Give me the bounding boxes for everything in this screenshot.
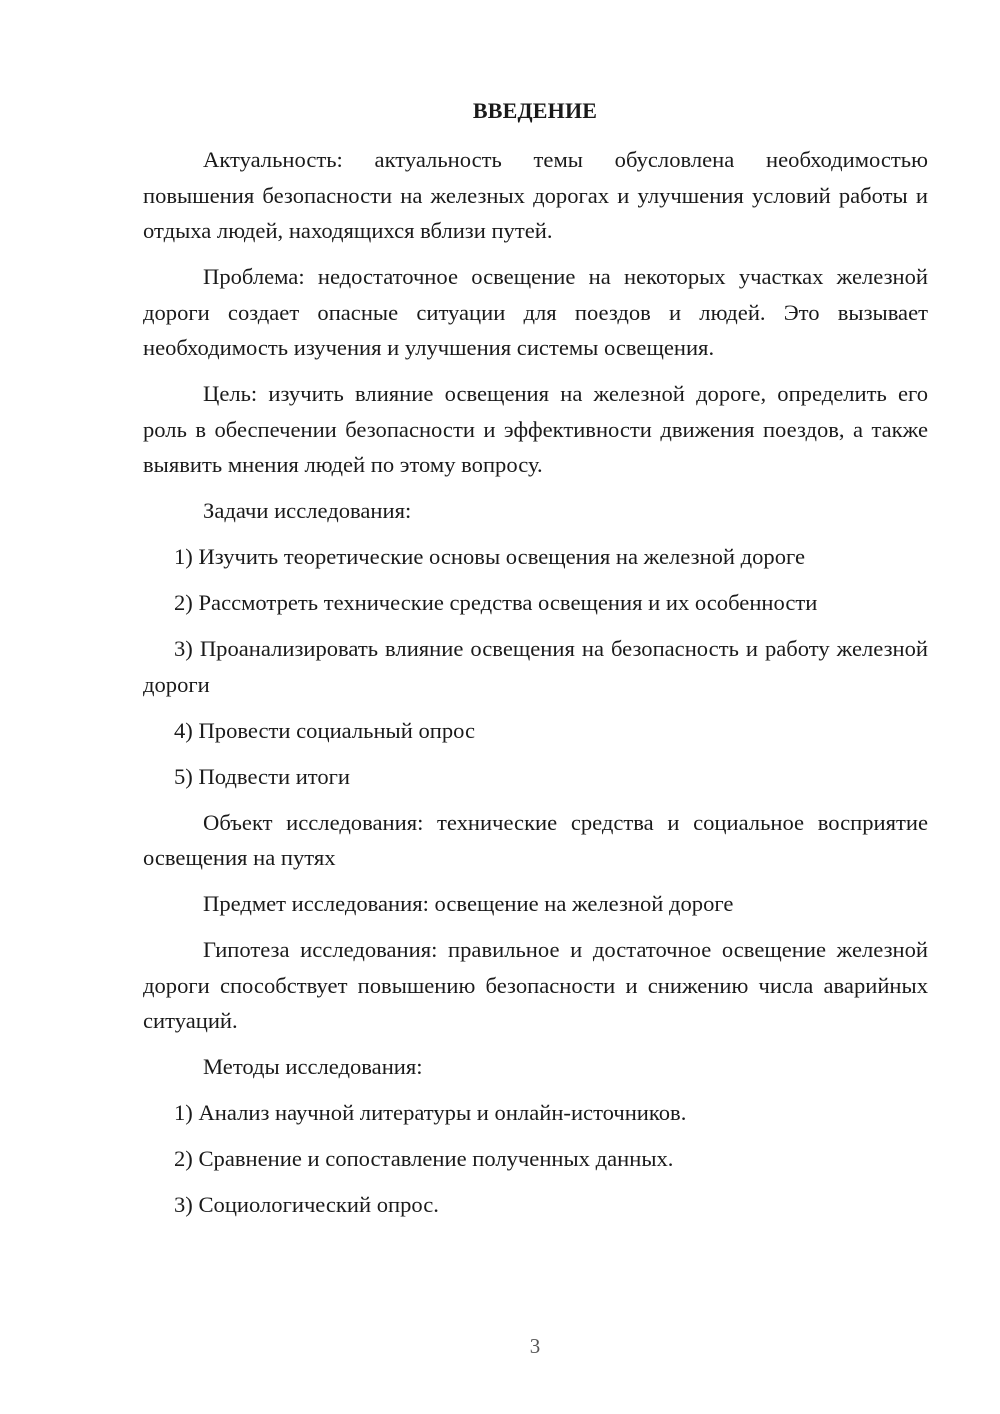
method-item: 3) Социологический опрос. bbox=[174, 1192, 439, 1217]
page-number: 3 bbox=[529, 1334, 541, 1358]
actuality-paragraph: Актуальность: актуальность темы обусловлена необходимостью повышения безопасности на железных дорогах и улучшения условий работы и отдыха людей, находящихся вблизи путей. bbox=[143, 147, 928, 243]
task-item: 5) Подвести итоги bbox=[174, 763, 351, 789]
task-item: 2) Рассмотреть технические средства освещения и их особенности bbox=[174, 590, 818, 615]
hypothesis-paragraph: Гипотеза исследования: правильное и достаточное освещение железной дороги способствует повышению безопасности и снижению числа аварийных ситуаций. bbox=[143, 937, 928, 1033]
task-item: 1) Изучить теоретические основы освещения на железной дороге bbox=[174, 544, 806, 569]
problem-paragraph: Проблема: недостаточное освещение на некоторых участках железной дороги создает опасные ситуации для поездов и людей. Это вызывает необходимость изучения и улучшения системы освещения. bbox=[143, 264, 928, 360]
method-item: 2) Сравнение и сопоставление полученных данных. bbox=[174, 1146, 674, 1171]
section-body bbox=[143, 142, 928, 1233]
method-item: 1) Анализ научной литературы и онлайн-источников. bbox=[174, 1100, 687, 1125]
task-item: 3) Проанализировать влияние освещения на безопасность и работу железной дороги bbox=[143, 636, 928, 697]
task-item: 4) Провести социальный опрос bbox=[174, 717, 476, 743]
object-paragraph: Объект исследования: технические средства и социальное восприятие освещения на путях bbox=[143, 809, 928, 870]
subject-paragraph: Предмет исследования: освещение на железной дороге bbox=[203, 891, 734, 916]
tasks-heading: Задачи исследования: bbox=[203, 498, 412, 523]
section-title: ВВЕДЕНИЕ bbox=[472, 98, 598, 123]
goal-paragraph: Цель: изучить влияние освещения на железной дороге, определить его роль в обеспечении безопасности и эффективности движения поездов, а также выявить мнения людей по этому вопросу. bbox=[143, 381, 928, 477]
methods-heading: Методы исследования: bbox=[203, 1054, 423, 1079]
